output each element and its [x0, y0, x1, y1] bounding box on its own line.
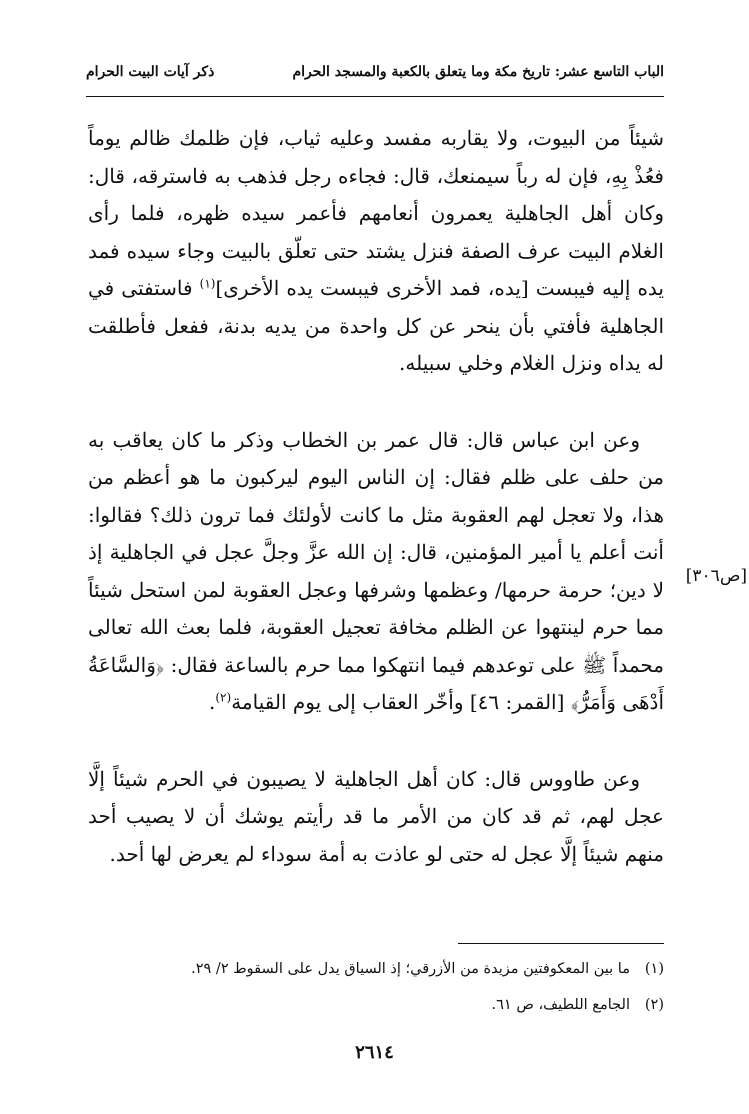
page-number: ٢٦١٤: [355, 1042, 394, 1063]
main-text: [88, 120, 664, 873]
footnotes: [88, 956, 664, 1028]
footnote-2: [88, 992, 664, 1028]
header-divider: [86, 96, 664, 97]
footnote-number: (١): [644, 961, 664, 977]
footnote-text: الجامع اللطيف، ص ٦١.: [491, 997, 630, 1013]
margin-page-marker: [ص٣٠٦]: [685, 566, 747, 586]
paragraph-3: وعن طاووس قال: كان أهل الجاهلية لا يصيبون في الحرم شيئاً إلَّا عجل لهم، ثم قد كان من الأمر ما قد رأيتم يوشك أن لا يصيب أحد منهم شيئاً إلَّا عجل له حتى لو عاذت به أمة سوداء لم يعرض لها أحد.: [88, 766, 664, 866]
footnote-ref-1: (١): [199, 276, 216, 291]
paragraph-gap: [88, 383, 664, 422]
footnote-divider: [458, 943, 664, 944]
footnote-ref-2: (٢): [215, 690, 232, 705]
paragraph-gap: [88, 722, 664, 761]
paragraph-2: وعن ابن عباس قال: قال عمر بن الخطاب وذكر ما كان يعاقب به من حلف على ظلم فقال: إن الناس اليوم ليركبون ما هو أعظم من هذا، ولا تعجل لهم العقوبة مثل ما كانت لأولئك فما ترون ذلك؟ فقالوا: أنت أعلم يا أمير المؤمنين، قال: إن الله عزَّ وجلَّ عجل في الجاهلية إذ لا دين؛ حرمة حرمها/ وعظمها وشرفها وعجل العقوبة لمن استحل شيئاً مما حرم لينتهوا عن الظلم مخافة تعجيل العقوبة، فلما بعث الله تعالى محمداً ﷺ على توعدهم فيما انتهكوا مما حرم بالساعة فقال: ﴿وَالسَّاعَةُ أَدْهَى وَأَمَرُّ﴾ [القمر: ٤٦] وأخّر العقاب إلى يوم القيامة$^{(٢)}$.: [88, 427, 664, 714]
paragraph-1: شيئاً من البيوت، ولا يقاربه مفسد وعليه ثياب، فإن ظلمك ظالم يوماً فعُذْ بِهِ، فإن له رباً سيمنعك، قال: فجاءه رجل فذهب به فاسترقه، قال: وكان أهل الجاهلية يعمرون أنعامهم فأعمر سيده ظهره، فلما رأى الغلام البيت عرف الصفة فنزل يشتد حتى تعلّق بالبيت وجاء سيده فمد يده إليه فيبست [يده، فمد الأخرى فيبست يده الأخرى]$^{(١)}$ فاستفتى في الجاهلية فأفتي بأن ينحر عن كل واحدة من يديه بدنة، ففعل فأطلقت له يداه ونزل الغلام وخلي سبيله.: [88, 126, 664, 375]
chapter-title: الباب التاسع عشر: تاريخ مكة وما يتعلق بالكعبة والمسجد الحرام: [292, 64, 664, 80]
footnote-number: (٢): [644, 997, 664, 1013]
footnote-text: ما بين المعكوفتين مزيدة من الأزرقي؛ إذ السياق يدل على السقوط ٢/ ٢٩.: [191, 961, 630, 977]
footnote-1: [88, 956, 664, 992]
running-header: [86, 60, 664, 90]
section-title: ذكر آيات البيت الحرام: [86, 64, 215, 80]
